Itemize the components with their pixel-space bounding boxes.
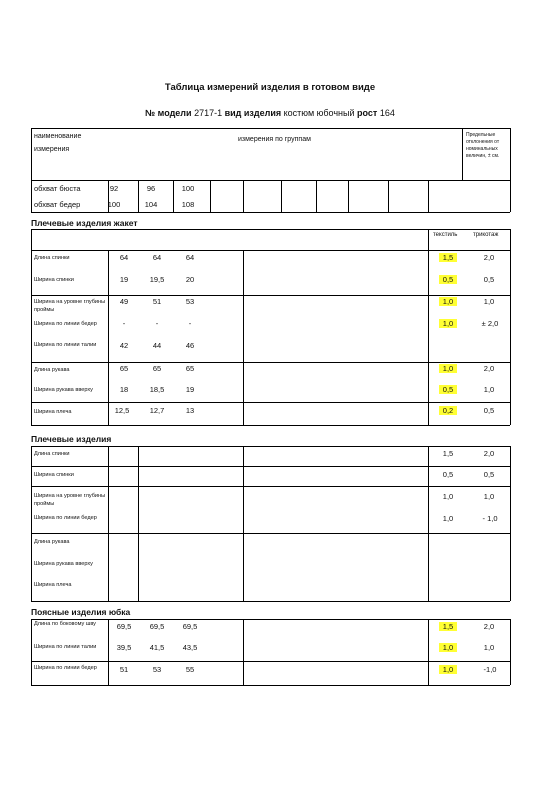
row-label: Ширина на уровне глубины проймы bbox=[34, 493, 106, 507]
kind-value: костюм юбочный bbox=[283, 108, 355, 118]
textile-tolerance: 1,0 bbox=[439, 319, 457, 328]
section-jacket-title: Плечевые изделия жакет bbox=[31, 218, 138, 228]
row-value: 69,5 bbox=[116, 622, 132, 631]
bust-value: 96 bbox=[146, 184, 156, 193]
hips-label: обхват бедер bbox=[34, 200, 81, 209]
row-value: 20 bbox=[185, 275, 195, 284]
row-value: 65 bbox=[152, 364, 162, 373]
row-value: 64 bbox=[152, 253, 162, 262]
row-value: 42 bbox=[119, 341, 129, 350]
textile-tolerance: 1,0 bbox=[439, 364, 457, 373]
row-value: 12,7 bbox=[149, 406, 165, 415]
bust-label: обхват бюста bbox=[34, 184, 81, 193]
model-label: № модели bbox=[145, 108, 192, 118]
model-value: 2717-1 bbox=[194, 108, 223, 118]
row-value: 49 bbox=[119, 297, 129, 306]
knit-tolerance: -1,0 bbox=[483, 665, 497, 674]
row-value: 53 bbox=[152, 665, 162, 674]
textile-tolerance: 1,0 bbox=[439, 297, 457, 306]
textile-tolerance: 0,5 bbox=[439, 275, 457, 284]
row-value: 64 bbox=[119, 253, 129, 262]
row-value: 18,5 bbox=[149, 385, 165, 394]
header-tolerance: Предельные отклонения от номинальных величин, ± см. bbox=[466, 132, 500, 159]
row-value: 19,5 bbox=[149, 275, 165, 284]
textile-tolerance: 1,0 bbox=[439, 665, 457, 674]
knit-tolerance: 1,0 bbox=[483, 492, 495, 501]
section-shoulder-title: Плечевые изделия bbox=[31, 434, 112, 444]
row-value: 51 bbox=[119, 665, 129, 674]
row-value: 19 bbox=[185, 385, 195, 394]
textile-tolerance: 1,0 bbox=[442, 514, 454, 523]
col-textile: текстиль bbox=[433, 232, 458, 238]
row-value: - bbox=[188, 319, 192, 328]
col-knit: трикотаж bbox=[473, 232, 499, 238]
row-value: 39,5 bbox=[116, 643, 132, 652]
row-label: Ширина спинки bbox=[34, 277, 74, 283]
hips-value: 100 bbox=[107, 200, 121, 209]
row-value: 46 bbox=[185, 341, 195, 350]
knit-tolerance: 1,0 bbox=[483, 385, 495, 394]
row-label: Ширина на уровне глубины проймы bbox=[34, 299, 106, 313]
kind-label: вид изделия bbox=[224, 108, 282, 118]
row-label: Ширина рукава вверху bbox=[34, 561, 93, 567]
row-label: Ширина плеча bbox=[34, 409, 72, 415]
row-label: Ширина по линии бедер bbox=[34, 515, 97, 521]
row-value: 69,5 bbox=[149, 622, 165, 631]
row-value: 13 bbox=[185, 406, 195, 415]
knit-tolerance: 2,0 bbox=[483, 622, 495, 631]
textile-tolerance: 1,5 bbox=[439, 253, 457, 262]
row-value: 43,5 bbox=[182, 643, 198, 652]
knit-tolerance: 2,0 bbox=[483, 449, 495, 458]
row-label: Ширина по линии бедер bbox=[34, 665, 97, 671]
row-label: Ширина плеча bbox=[34, 582, 72, 588]
table-title: Таблица измерений изделия в готовом виде bbox=[164, 82, 376, 93]
hips-value: 108 bbox=[181, 200, 195, 209]
knit-tolerance: 0,5 bbox=[483, 406, 495, 415]
row-label: Ширина рукава вверху bbox=[34, 387, 93, 393]
row-value: 51 bbox=[152, 297, 162, 306]
row-value: 64 bbox=[185, 253, 195, 262]
textile-tolerance: 0,5 bbox=[442, 470, 454, 479]
knit-tolerance: 0,5 bbox=[483, 470, 495, 479]
row-value: 65 bbox=[119, 364, 129, 373]
row-label: Ширина по линии бедер bbox=[34, 321, 97, 327]
textile-tolerance: 0,2 bbox=[439, 406, 457, 415]
row-value: 41,5 bbox=[149, 643, 165, 652]
height-value: 164 bbox=[379, 108, 395, 118]
knit-tolerance: 0,5 bbox=[483, 275, 495, 284]
textile-tolerance: 0,5 bbox=[439, 385, 457, 394]
knit-tolerance: - 1,0 bbox=[482, 514, 498, 523]
height-label: рост bbox=[357, 108, 378, 118]
textile-tolerance: 1,0 bbox=[442, 492, 454, 501]
row-label: Длина спинки bbox=[34, 255, 70, 261]
knit-tolerance: 2,0 bbox=[483, 364, 495, 373]
row-value: 55 bbox=[185, 665, 195, 674]
knit-tolerance: 1,0 bbox=[483, 643, 495, 652]
row-value: 18 bbox=[119, 385, 129, 394]
row-label: Ширина по линии талии bbox=[34, 644, 97, 650]
knit-tolerance: ± 2,0 bbox=[481, 319, 499, 328]
row-label: Ширина спинки bbox=[34, 472, 74, 478]
header-name-line2: измерения bbox=[34, 146, 70, 153]
row-value: 53 bbox=[185, 297, 195, 306]
textile-tolerance: 1,5 bbox=[442, 449, 454, 458]
row-label: Длина по боковому шву bbox=[34, 621, 96, 627]
row-value: 12,5 bbox=[114, 406, 130, 415]
bust-value: 92 bbox=[109, 184, 119, 193]
row-value: - bbox=[155, 319, 159, 328]
knit-tolerance: 1,0 bbox=[483, 297, 495, 306]
model-info bbox=[0, 108, 540, 118]
row-label: Длина спинки bbox=[34, 451, 70, 457]
row-value: 19 bbox=[119, 275, 129, 284]
section-skirt-title: Поясные изделия юбка bbox=[31, 607, 131, 617]
row-value: 44 bbox=[152, 341, 162, 350]
hips-value: 104 bbox=[144, 200, 158, 209]
knit-tolerance: 2,0 bbox=[483, 253, 495, 262]
textile-tolerance: 1,5 bbox=[439, 622, 457, 631]
row-label: Длина рукава bbox=[34, 367, 70, 373]
row-label: Длина рукава bbox=[34, 539, 70, 545]
header-groups: измерения по группам bbox=[238, 136, 311, 143]
header-name-line1: наименование bbox=[34, 133, 82, 140]
row-value: 69,5 bbox=[182, 622, 198, 631]
row-value: 65 bbox=[185, 364, 195, 373]
textile-tolerance: 1,0 bbox=[439, 643, 457, 652]
bust-value: 100 bbox=[181, 184, 195, 193]
row-label: Ширина по линии талии bbox=[34, 342, 97, 348]
row-value: - bbox=[122, 319, 126, 328]
